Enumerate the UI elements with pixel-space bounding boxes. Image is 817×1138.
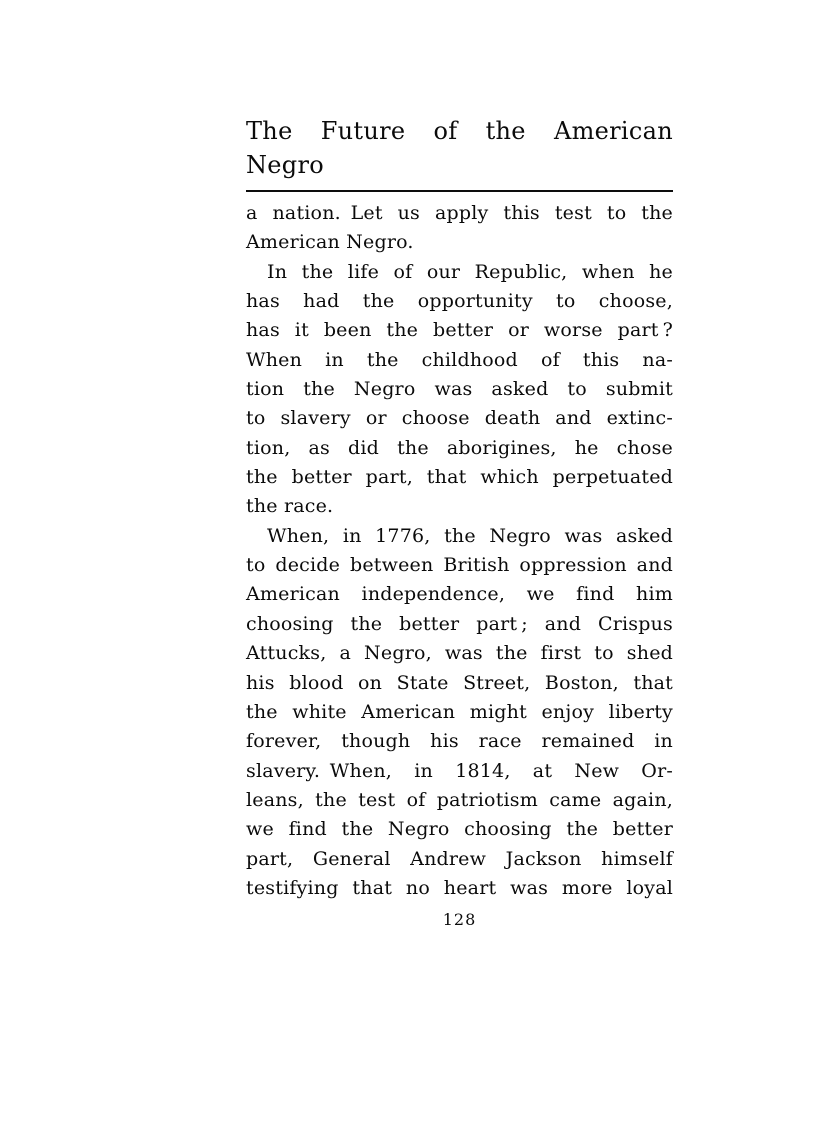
text-line: the better part, that which perpetuated [246,466,673,489]
text-line: the race. [246,495,334,518]
text-line: slavery. When, in 1814, at New Or- [246,759,673,782]
text-line: When in the childhood of this na- [246,348,673,371]
text-line: has it been the better or worse part ? [246,319,673,342]
text-line: part, General Andrew Jackson himself [246,847,673,870]
text-line: to slavery or choose death and extinc- [246,407,673,430]
text-line: tion the Negro was asked to submit [246,378,673,401]
text-line: When, in 1776, the Negro was asked [267,524,673,547]
header-rule [246,190,673,192]
text-line: American independence, we find him [246,583,673,606]
text-line: leans, the test of patriotism came again, [246,788,673,811]
text-line: choosing the better part ; and Crispus [246,612,673,635]
text-block [246,114,673,930]
text-line: tion, as did the aborigines, he chose [246,436,673,459]
body-text [246,199,673,903]
text-line: In the life of our Republic, when he [267,260,673,283]
text-line: the white American might enjoy liberty [246,700,673,723]
text-line: to decide between British oppression and [246,554,673,577]
text-line: his blood on State Street, Boston, that [246,671,673,694]
text-line: we find the Negro choosing the better [246,818,673,841]
text-line: testifying that no heart was more loyal [246,876,673,899]
text-line: forever, though his race remained in [246,730,673,753]
text-line: has had the opportunity to choose, [246,290,673,313]
running-header: The Future of the American Negro [246,117,673,179]
text-line: Attucks, a Negro, was the first to shed [246,642,673,665]
page-number: 128 [442,910,477,930]
text-line: a nation. Let us apply this test to the [246,202,673,224]
text-line: American Negro. [246,231,414,254]
